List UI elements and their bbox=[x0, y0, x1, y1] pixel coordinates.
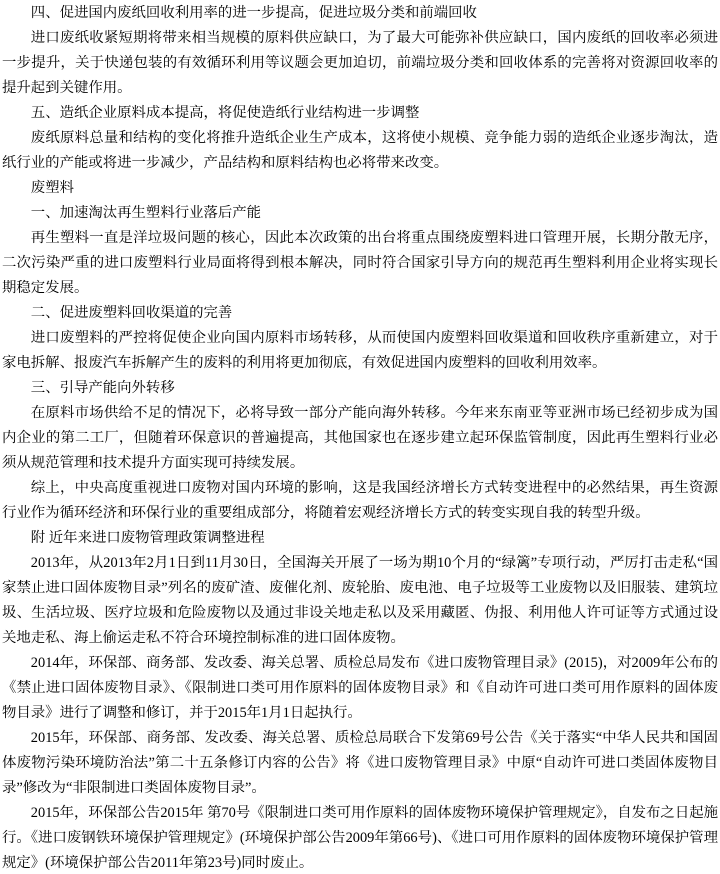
paragraph-summary: 综上，中央高度重视进口废物对国内环境的影响，这是我国经济增长方式转变进程中的必然结果，再生资源行业作为循环经济和环保行业的重要组成部分，将随着宏观经济增长方式的转变实现自我的转型升级。 bbox=[2, 480, 718, 521]
paragraph-policy-2015-no69: 2015年，环保部、商务部、发改委、海关总署、质检总局联合下发第69号公告《关于落实“中华人民共和国固体废物污染环境防治法”第二十五条修订内容的公告》将《进口废物管理目录》中原“自动许可进口类固体废物目录”修改为“非限制进口类固体废物目录”。 bbox=[2, 730, 718, 796]
section-heading-waste-paper-5: 五、造纸企业原料成本提高，将促使造纸行业结构进一步调整 bbox=[30, 105, 420, 121]
section-heading-plastic-2: 二、促进废塑料回收渠道的完善 bbox=[30, 305, 233, 321]
section-heading-waste-paper-4: 四、促进国内废纸回收利用率的进一步提高，促进垃圾分类和前端回收 bbox=[30, 5, 477, 21]
paragraph-paper-industry-structure: 废纸原料总量和结构的变化将推升造纸企业生产成本，这将使小规模、竞争能力弱的造纸企业逐步淘汰，造纸行业的产能或将进一步减少，产品结构和原料结构也必将带来改变。 bbox=[2, 130, 718, 171]
paragraph-waste-paper-recovery: 进口废纸收紧短期将带来相当规模的原料供应缺口，为了最大可能弥补供应缺口，国内废纸的回收率必须进一步提升，关于快递包装的有效循环利用等议题会更加迫切，前端垃圾分类和回收体系的完善将对资源回收率的提升起到关键作用。 bbox=[2, 30, 718, 96]
section-heading-waste-plastic: 废塑料 bbox=[30, 180, 74, 196]
paragraph-capacity-transfer: 在原料市场供给不足的情况下，必将导致一部分产能向海外转移。今年来东南亚等亚洲市场已经初步成为国内企业的第二工厂，但随着环保意识的普遍提高，其他国家也在逐步建立起环保监管制度，因此再生塑料行业必须从规范管理和技术提升方面实现可持续发展。 bbox=[2, 405, 718, 471]
paragraph-policy-2013: 2013年，从2013年2月1日到11月30日，全国海关开展了一场为期10个月的“绿篱”专项行动，严厉打击走私“国家禁止进口固体废物目录”列名的废矿渣、废催化剂、废轮胎、废电池、电子垃圾等工业废物以及旧服装、建筑垃圾、生活垃圾、医疗垃圾和危险废物以及通过非设关地走私以及采用藏匿、伪报、利用他人许可证等方式通过设关地走私、海上偷运走私不符合环境控制标准的进口固体废物。 bbox=[2, 555, 718, 646]
section-heading-plastic-3: 三、引导产能向外转移 bbox=[30, 380, 175, 396]
paragraph-policy-2015-no70: 2015年，环保部公告2015年 第70号《限制进口类可用作原料的固体废物环境保护管理规定》，自发布之日起施行。《进口废钢铁环境保护管理规定》(环境保护部公告2009年第66号)、《进口可用作原料的固体废物环境保护管理规定》(环境保护部公告2011年第23号)同时废止。 bbox=[2, 805, 718, 871]
paragraph-plastic-capacity: 再生塑料一直是洋垃圾问题的核心，因此本次政策的出台将重点围绕废塑料进口管理开展，长期分散无序，二次污染严重的进口废塑料行业局面将得到根本解决，同时符合国家引导方向的规范再生塑料利用企业将实现长期稳定发展。 bbox=[2, 230, 718, 296]
paragraph-plastic-recycling-channels: 进口废塑料的严控将促使企业向国内原料市场转移，从而使国内废塑料回收渠道和回收秩序重新建立，对于家电拆解、报废汽车拆解产生的废料的利用将更加彻底，有效促进国内废塑料的回收利用效率。 bbox=[2, 330, 718, 371]
section-heading-plastic-1: 一、加速淘汰再生塑料行业落后产能 bbox=[30, 205, 262, 221]
section-heading-appendix: 附 近年来进口废物管理政策调整进程 bbox=[30, 530, 265, 546]
paragraph-policy-2014: 2014年，环保部、商务部、发改委、海关总署、质检总局发布《进口废物管理目录》(2015)，对2009年公布的《禁止进口固体废物目录》、《限制进口类可用作原料的固体废物目录》和《自动许可进口类可用作原料的固体废物目录》进行了调整和修订，并于2015年1月1日起执行。 bbox=[2, 655, 718, 721]
